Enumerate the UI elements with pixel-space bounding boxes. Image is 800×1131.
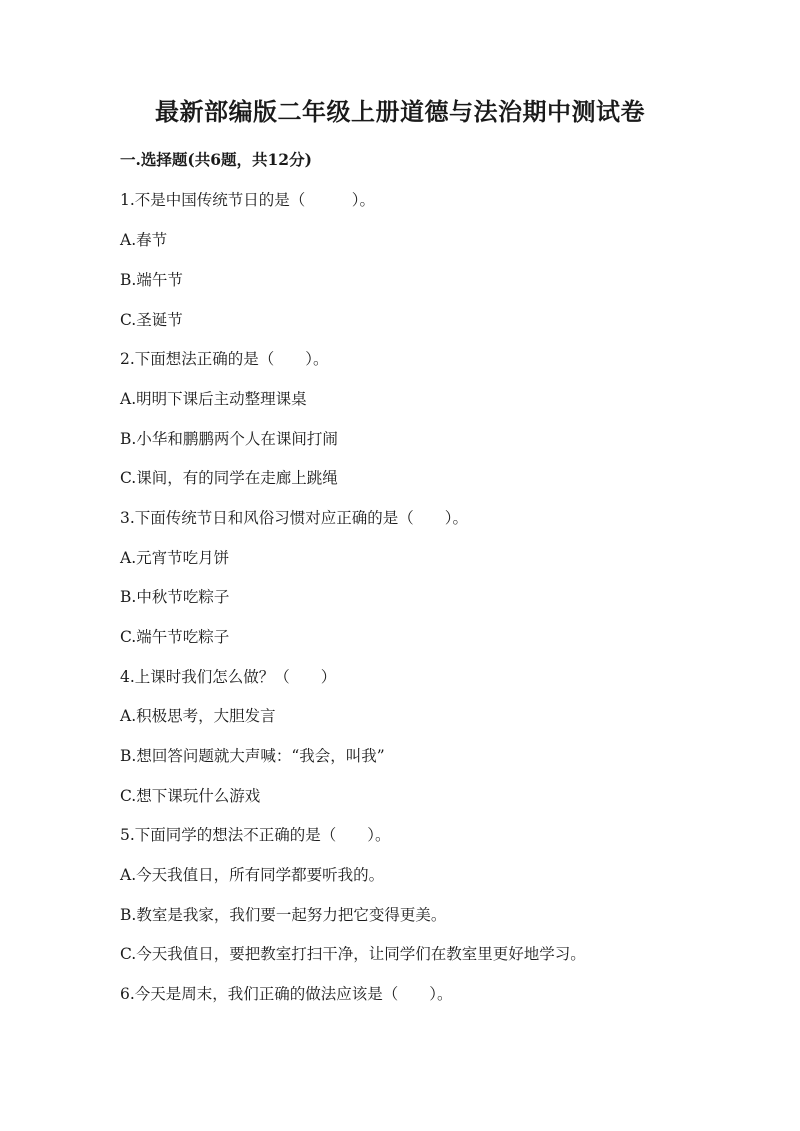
question-5-option-b: B.教室是我家，我们要一起努力把它变得更美。 <box>120 906 447 924</box>
question-3-option-c: C.端午节吃粽子 <box>120 628 230 646</box>
question-4-option-a: A.积极思考，大胆发言 <box>120 707 276 725</box>
question-5-option-c: C.今天我值日，要把教室打扫干净，让同学们在教室里更好地学习。 <box>120 945 586 963</box>
question-6-stem: 6.今天是周末，我们正确的做法应该是（ ）。 <box>120 985 453 1003</box>
question-2-stem: 2.下面想法正确的是（ ）。 <box>120 350 329 368</box>
page-title: 最新部编版二年级上册道德与法治期中测试卷 <box>155 97 645 126</box>
question-3-option-b: B.中秋节吃粽子 <box>120 588 230 606</box>
question-2-option-c: C.课间，有的同学在走廊上跳绳 <box>120 469 338 487</box>
question-4-option-b: B.想回答问题就大声喊：“我会，叫我” <box>120 747 385 765</box>
question-4-stem: 4.上课时我们怎么做？（ ） <box>120 668 337 686</box>
question-5-option-a: A.今天我值日，所有同学都要听我的。 <box>120 866 385 884</box>
question-3-option-a: A.元宵节吃月饼 <box>120 549 230 567</box>
section-heading: 一.选择题(共6题，共12分) <box>120 150 312 169</box>
question-5-stem: 5.下面同学的想法不正确的是（ ）。 <box>120 826 391 844</box>
question-2-option-a: A.明明下课后主动整理课桌 <box>120 390 307 408</box>
question-1-option-c: C.圣诞节 <box>120 311 183 329</box>
question-1-stem: 1.不是中国传统节日的是（ ）。 <box>120 191 376 209</box>
question-1-option-b: B.端午节 <box>120 271 183 289</box>
question-2-option-b: B.小华和鹏鹏两个人在课间打闹 <box>120 430 338 448</box>
question-3-stem: 3.下面传统节日和风俗习惯对应正确的是（ ）。 <box>120 509 469 527</box>
question-4-option-c: C.想下课玩什么游戏 <box>120 787 261 805</box>
question-1-option-a: A.春节 <box>120 231 168 249</box>
